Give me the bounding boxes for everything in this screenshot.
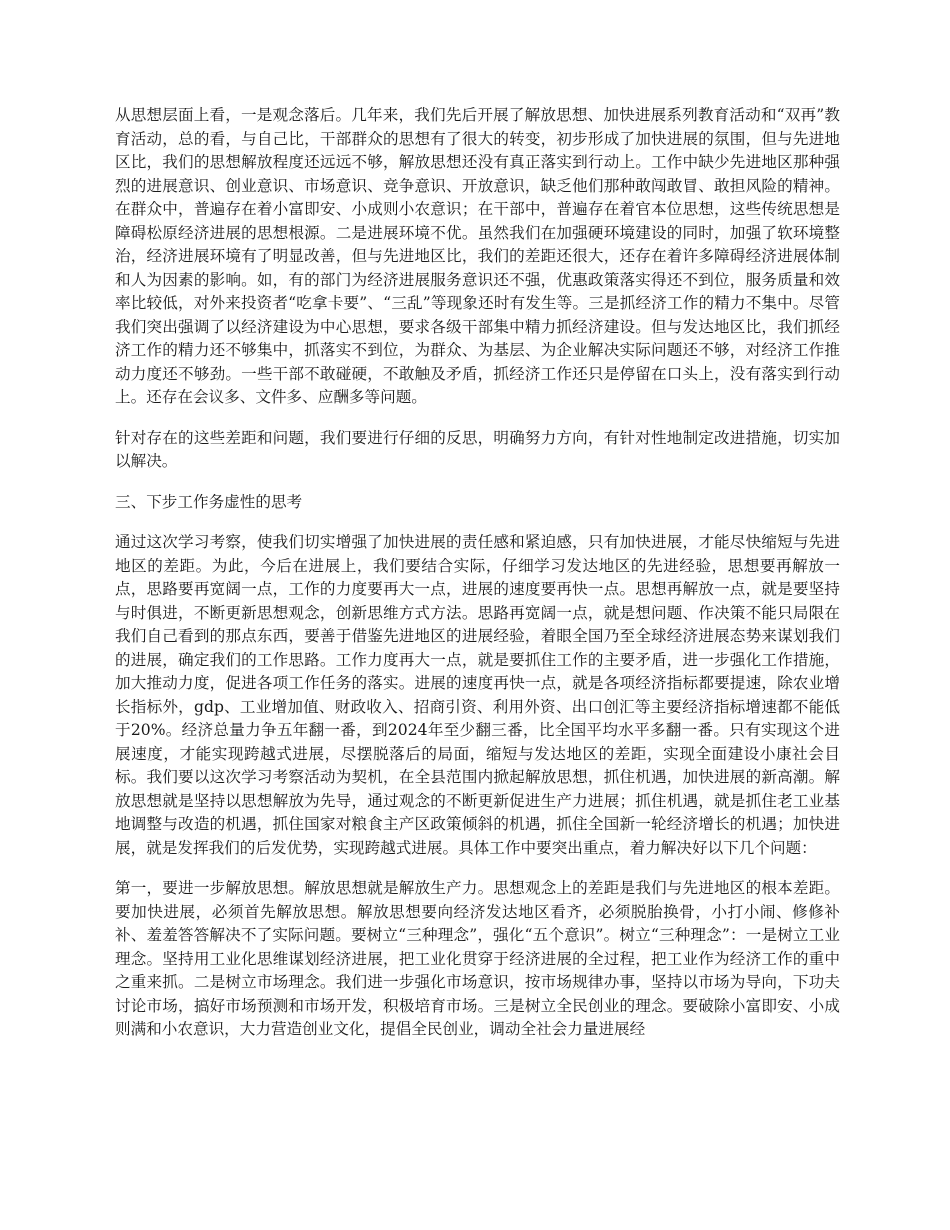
paragraph-study-tour: 通过这次学习考察，使我们切实增强了加快进展的责任感和紧迫感，只有加快进展，才能尽快缩短与先进地区的差距。为此，今后在进展上，我们要结合实际，仔细学习发达地区的先进经验，思想要再解放一点，思路要再宽阔一点，工作的力度要再大一点，进展的速度要再快一点。思想再解放一点，就是要坚持与时俱进，不断更新思想观念，创新思维方式方法。思路再宽阔一点，就是想问题、作决策不能只局限在我们自己看到的那点东西，要善于借鉴先进地区的进展经验，着眼全国乃至全球经济进展态势来谋划我们的进展，确定我们的工作思路。工作力度再大一点，就是要抓住工作的主要矛盾，进一步强化工作措施，加大推动力度，促进各项工作任务的落实。进展的速度再快一点，就是各项经济指标都要提速，除农业增长指标外，gdp、工业增加值、财政收入、招商引资、利用外资、出口创汇等主要经济指标增速都不能低于20%。经济总量力争五年翻一番，到2024年至少翻三番，比全国平均水平多翻一番。只有实现这个进展速度，才能实现跨越式进展，尽摆脱落后的局面，缩短与发达地区的差距，实现全面建设小康社会目标。我们要以这次学习考察活动为契机，在全县范围内掀起解放思想，抓住机遇，加快进展的新高潮。解放思想就是坚持以思想解放为先导，通过观念的不断更新促进生产力进展；抓住机遇，就是抓住老工业基地调整与改造的机遇，抓住国家对粮食主产区政策倾斜的机遇，抓住全国新一轮经济增长的机遇；加快进展，就是发挥我们的后发优势，实现跨越式进展。具体工作中要突出重点，着力解决好以下几个问题：	[115, 533, 840, 857]
paragraph-first-point: 第一，要进一步解放思想。解放思想就是解放生产力。思想观念上的差距是我们与先进地区的根本差距。要加快进展，必须首先解放思想。解放思想要向经济发达地区看齐，必须脱胎换骨，小打小闹、修修补补、羞羞答答解决不了实际问题。要树立“三种理念”，强化“五个意识”。树立“三种理念”：一是树立工业理念。坚持用工业化思维谋划经济进展，把工业化贯穿于经济进展的全过程，把工业作为经济工作的重中之重来抓。二是树立市场理念。我们进一步强化市场意识，按市场规律办事，坚持以市场为导向，下功夫讨论市场，搞好市场预测和市场开发，积极培育市场。三是树立全民创业的理念。要破除小富即安、小成则满和小农意识，大力营造创业文化，提倡全民创业，调动全社会力量进展经	[115, 879, 840, 1038]
paragraph-reflection: 针对存在的这些差距和问题，我们要进行仔细的反思，明确努力方向，有针对性地制定改进措施，切实加以解决。	[115, 428, 840, 470]
paragraph-thought-level: 从思想层面上看，一是观念落后。几年来，我们先后开展了解放思想、加快进展系列教育活动和“双再”教育活动，总的看，与自己比，干部群众的思想有了很大的转变，初步形成了加快进展的氛围，但与先进地区比，我们的思想解放程度还远远不够，解放思想还没有真正落实到行动上。工作中缺少先进地区那种强烈的进展意识、创业意识、市场意识、竞争意识、开放意识，缺乏他们那种敢闯敢冒、敢担风险的精神。在群众中，普遍存在着小富即安、小成则小农意识；在干部中，普遍存在着官本位思想，这些传统思想是障碍松原经济进展的思想根源。二是进展环境不优。虽然我们在加强硬环境建设的同时，加强了软环境整治，经济进展环境有了明显改善，但与先进地区比，我们的差距还很大，还存在着许多障碍经济进展体制和人为因素的影响。如，有的部门为经济进展服务意识还不强，优惠政策落实得还不到位，服务质量和效率比较低，对外来投资者“吃拿卡要”、“三乱”等现象还时有发生等。三是抓经济工作的精力不集中。尽管我们突出强调了以经济建设为中心思想，要求各级干部集中精力抓经济建设。但与发达地区比，我们抓经济工作的精力还不够集中，抓落实不到位，为群众、为基层、为企业解决实际问题还不够，对经济工作推动力度还不够劲。一些干部不敢碰硬，不敢触及矛盾，抓经济工作还只是停留在口头上，没有落实到行动上。还存在会议多、文件多、应酬多等问题。	[115, 106, 840, 406]
section-heading: 三、下步工作务虚性的思考	[115, 492, 303, 511]
